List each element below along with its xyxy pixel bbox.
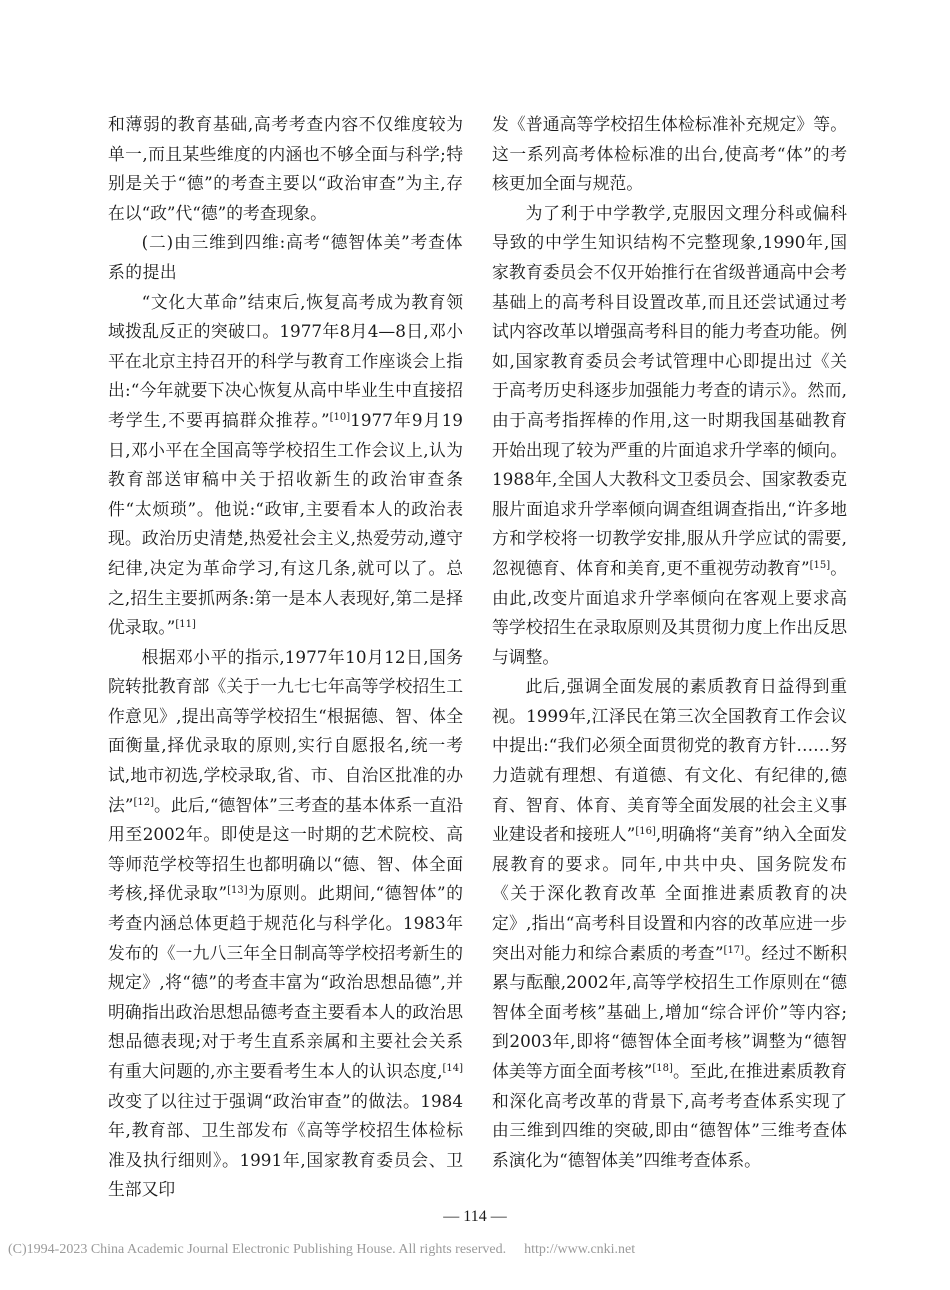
citation-ref[interactable]: [15] xyxy=(809,559,831,571)
paragraph: 此后,强调全面发展的素质教育日益得到重视。1999年,江泽民在第三次全国教育工作会议中提出:“我们必须全面贯彻党的教育方针……努力造就有理想、有道德、有文化、有纪律的,德育、智育、体育、美育等全面发展的社会主义事业建设者和接班人”[16],明确将“美育”纳入全面发展教育的要求。同年,中共中央、国务院发布《关于深化教育改革 全面推进素质教育的决定》,指出“高考科目设置和内容的改革应进一步突出对能力和综合素质的考查”[17]。经过不断积累与酝酿,2002年,高等学校招生工作原则在“德智体全面考核”基础上,增加“综合评价”等内容;到2003年,即将“德智体全面考核”调整为“德智体美等方面全面考核”[18]。至此,在推进素质教育和深化高考改革的背景下,高考考查体系实现了由三维到四维的突破,即由“德智体”三维考查体系演化为“德智体美”四维考查体系。 xyxy=(492,676,847,1170)
citation-ref[interactable]: [17] xyxy=(723,944,745,956)
citation-ref[interactable]: [16] xyxy=(635,826,656,838)
citation-ref[interactable]: [18] xyxy=(652,1063,673,1074)
right-column xyxy=(492,110,847,1175)
paragraph: 根据邓小平的指示,1977年10月12日,国务院转批教育部《关于一九七七年高等学校招生工作意见》,提出高等学校招生“根据德、智、体全面衡量,择优录取的原则,实行自愿报名,统一考试,地市初选,学校录取,省、市、自治区批准的办法”[12]。此后,“德智体”三考查的基本体系一直沿用至2002年。即使是这一时期的艺术院校、高等师范学校等招生也都明确以“德、智、体全面考核,择优录取”[13]为原则。此期间,“德智体”的考查内涵总体更趋于规范化与科学化。1983年发布的《一九八三年全日制高等学校招考新生的规定》,将“德”的考查丰富为“政治思想品德”,并明确指出政治思想品德考查主要看本人的政治思想品德表现;对于考生直系亲属和主要社会关系有重大问题的,亦主要看考生本人的认识态度,[14]改变了以往过于强调“政治审查”的做法。1984年,教育部、卫生部发布《高等学校招生体检标准及执行细则》。1991年,国家教育委员会、卫生部又印 xyxy=(108,646,463,1200)
page-number: — 114 — xyxy=(443,1208,507,1225)
copyright-text: (C)1994-2023 China Academic Journal Electronic Publishing House. All rights reserved. xyxy=(8,1242,507,1257)
left-column xyxy=(108,110,463,1205)
citation-ref[interactable]: [13] xyxy=(227,885,248,897)
paragraph: 为了利于中学教学,克服因文理分科或偏科导致的中学生知识结构不完整现象,1990年,国家教育委员会不仅开始推行在省级普通高中会考基础上的高考科目设置改革,而且还尝试通过考试内容改革以增强高考科目的能力考查功能。例如,国家教育委员会考试管理中心即提出过《关于高考历史科逐步加强能力考查的请示》。然而,由于高考指挥棒的作用,这一时期我国基础教育开始出现了较为严重的片面追求升学率的倾向。1988年,全国人大教科文卫委员会、国家教委克服片面追求升学率倾向调查组调查指出,“许多地方和学校将一切教学安排,服从升学应试的需要,忽视德育、体育和美育,更不重视劳动教育”[15]。由此,改变片面追求升学率倾向在客观上要求高等学校招生在录取原则及其贯彻力度上作出反思与调整。 xyxy=(492,202,847,667)
citation-ref[interactable]: [14] xyxy=(442,1063,463,1074)
paragraph: 发《普通高等学校招生体检标准补充规定》等。这一系列高考体检标准的出台,使高考“体”的考核更加全面与规范。 xyxy=(492,114,847,194)
citation-ref[interactable]: [12] xyxy=(133,796,154,808)
citation-ref[interactable]: [10] xyxy=(329,411,351,423)
paragraph: “文化大革命”结束后,恢复高考成为教育领域拨乱反正的突破口。1977年8月4—8日,邓小平在北京主持召开的科学与教育工作座谈会上指出:“今年就要下决心恢复从高中毕业生中直接招考学生,不要再搞群众推荐。”[10]1977年9月19日,邓小平在全国高等学校招生工作会议上,认为教育部送审稿中关于招收新生的政治审查条件“太烦琐”。他说:“政审,主要看本人的政治表现。政治历史清楚,热爱社会主义,热爱劳动,遵守纪律,决定为革命学习,有这几条,就可以了。总之,招生主要抓两条:第一是本人表现好,第二是择优录取。”[11] xyxy=(108,291,463,638)
section-heading: (二)由三维到四维:高考“德智体美”考查体系的提出 xyxy=(108,232,463,282)
paragraph: 和薄弱的教育基础,高考考查内容不仅维度较为单一,而且某些维度的内涵也不够全面与科学;特别是关于“德”的考查主要以“政治审查”为主,存在以“政”代“德”的考查现象。 xyxy=(108,114,463,223)
copyright-notice xyxy=(8,1242,942,1258)
citation-ref[interactable]: [11] xyxy=(175,619,196,631)
cnki-link[interactable]: http://www.cnki.net xyxy=(524,1242,636,1257)
